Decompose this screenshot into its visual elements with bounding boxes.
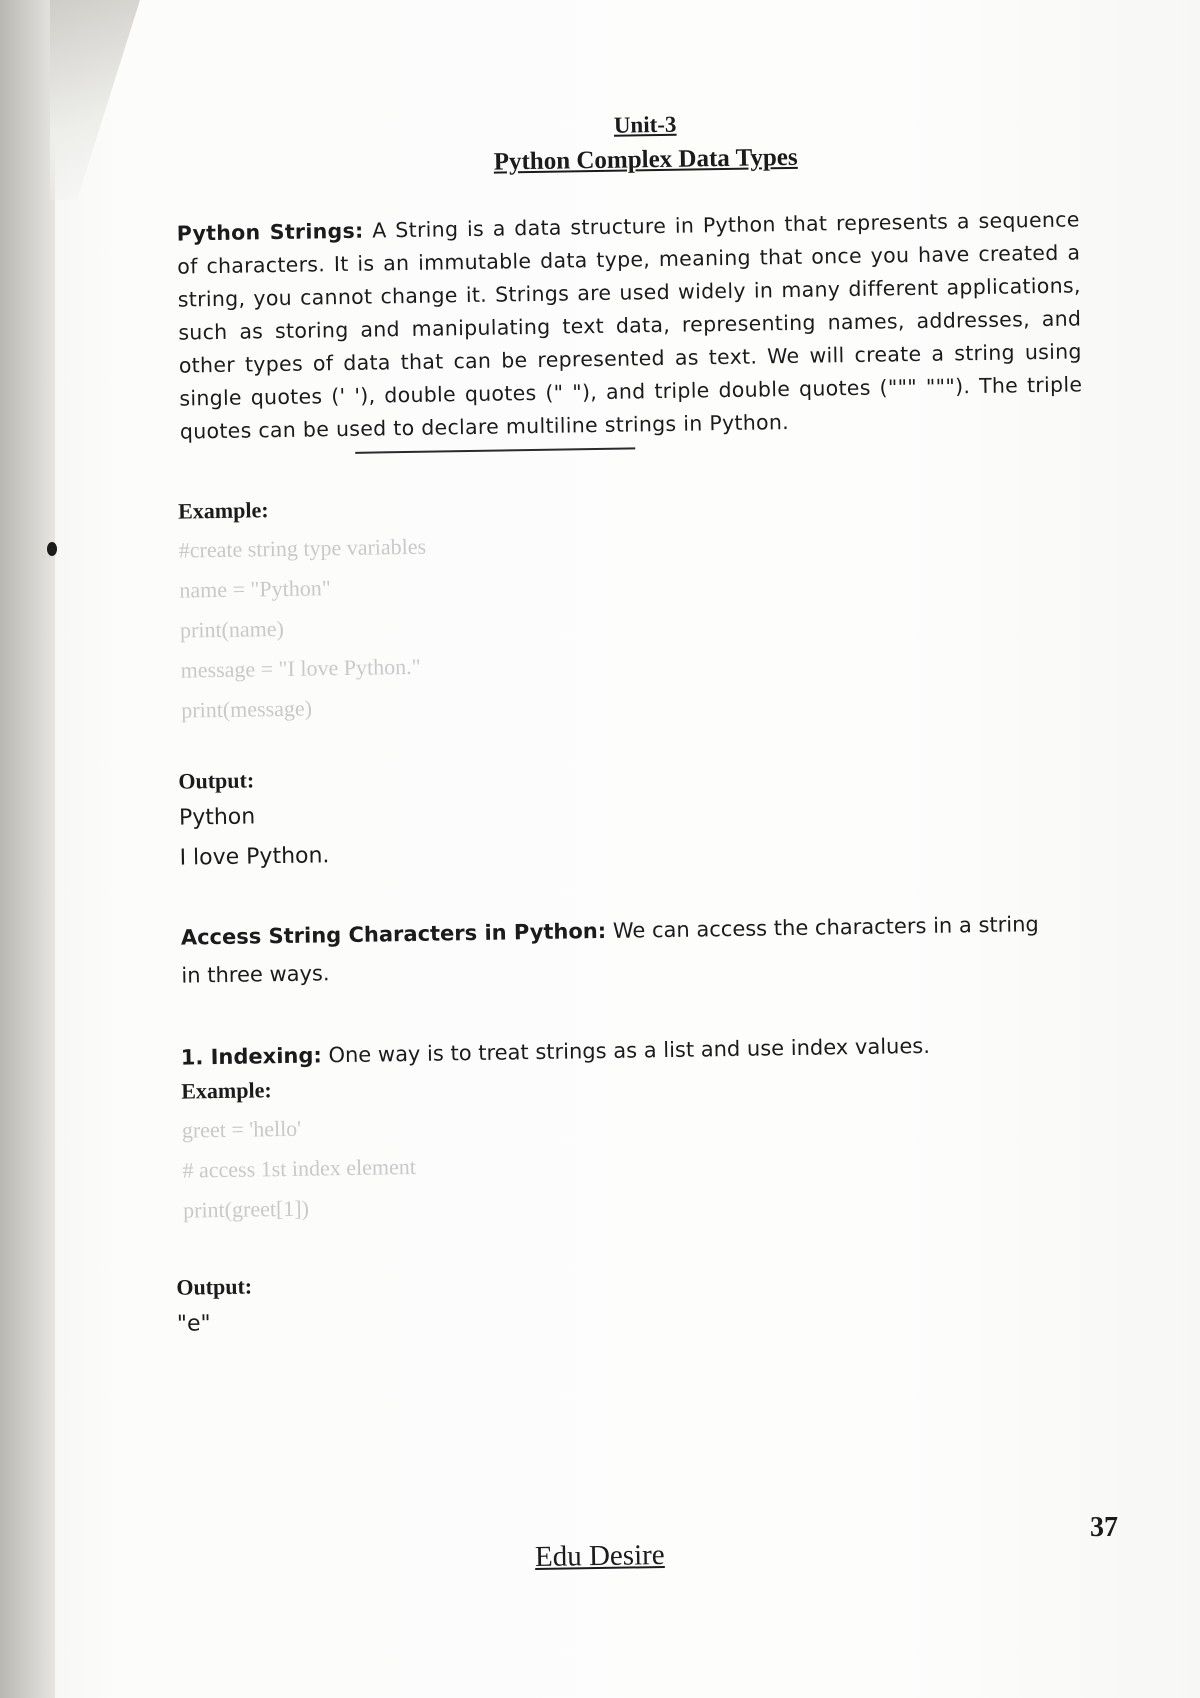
code-block-1 — [178, 516, 1109, 731]
example-block-1 — [178, 484, 1110, 731]
code-line: print(name) — [179, 615, 285, 643]
output-line: Python — [178, 804, 256, 831]
code-line: # access 1st index element — [182, 1153, 417, 1183]
strings-body: A String is a data structure in Python that represents a sequence of characters. It is an immutable data type, meaning that once you have created a string, you cannot change it. Strings are used widely in many different applications, such as storing and manipulating text data, representing names, addresses, and other types of data that can be represented as text. We will create a string using single quotes (' '), double quotes (" "), and triple double quotes (""" """). The triple quotes can be used to declare multiline strings in Python. — [177, 207, 1083, 444]
code-line: greet = 'hello' — [181, 1115, 302, 1143]
indexing-term: 1. Indexing: — [180, 1043, 322, 1070]
page-number: 37 — [1090, 1512, 1118, 1543]
access-paragraph — [181, 905, 1062, 995]
ink-speck — [47, 542, 57, 556]
unit-label: Unit-3 — [613, 111, 677, 138]
code-line: #create string type variables — [178, 533, 427, 563]
page-content — [150, 105, 1119, 1345]
output-line: I love Python. — [179, 843, 330, 871]
output-heading-2: Output: — [176, 1273, 253, 1300]
access-body: We can access the characters in a string in three ways. — [181, 912, 1039, 988]
code-line: name = "Python" — [179, 575, 331, 603]
code-block-2 — [182, 1096, 1118, 1231]
output-lines-1 — [179, 784, 1112, 879]
output-block-2 — [176, 1260, 1119, 1345]
output-block-1 — [178, 754, 1112, 879]
footer-brand: Edu Desire — [534, 1538, 665, 1574]
output-heading-1: Output: — [178, 767, 255, 794]
example-heading-2: Example: — [181, 1077, 272, 1104]
indexing-body: One way is to treat strings as a list and use index values. — [328, 1033, 931, 1068]
code-line: print(message) — [181, 695, 313, 723]
code-line: print(greet[1]) — [182, 1195, 310, 1223]
page-edge-shadow — [0, 0, 55, 1698]
example-heading-1: Example: — [177, 497, 269, 524]
page-corner-fold — [50, 0, 140, 200]
output-line: "e" — [176, 1311, 211, 1337]
strings-paragraph — [177, 203, 1084, 448]
unit-title: Python Complex Data Types — [493, 143, 798, 176]
example-block-2 — [181, 1064, 1117, 1231]
underline-mark — [355, 447, 635, 453]
access-term: Access String Characters in Python: — [180, 918, 607, 950]
strings-term: Python Strings: — [176, 218, 364, 246]
code-line: message = "I love Python." — [180, 653, 421, 683]
